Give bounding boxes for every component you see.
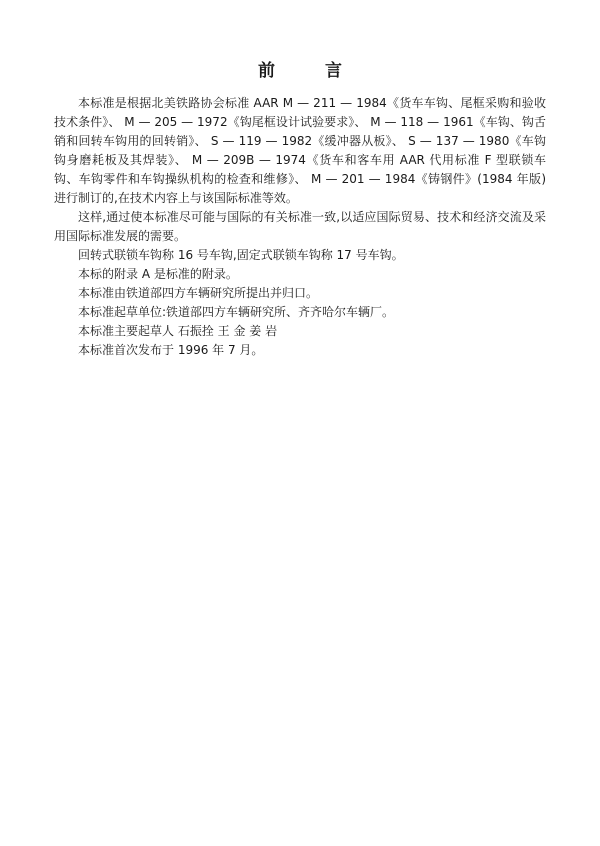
paragraph-coupler-numbers: 回转式联锁车钩称 16 号车钩,固定式联锁车钩称 17 号车钩。 (78, 248, 404, 262)
paragraph-drafters: 本标准主要起草人 石振拴 王 金 姜 岩 (78, 324, 278, 338)
paragraph-drafting-units: 本标准起草单位:铁道部四方车辆研究所、齐齐哈尔车辆厂。 (78, 305, 395, 319)
document-body (54, 94, 546, 360)
paragraph-proposer: 本标准由铁道部四方车辆研究所提出并归口。 (78, 286, 319, 300)
paragraph-purpose: 这样,通过使本标准尽可能与国际的有关标准一致,以适应国际贸易、技术和经济交流及采用国际标准发展的需要。 (54, 210, 546, 243)
paragraph-appendix: 本标的附录 A 是标准的附录。 (78, 267, 238, 281)
paragraph-first-release: 本标准首次发布于 1996 年 7 月。 (78, 343, 264, 357)
page-title: 前 言 (258, 61, 364, 81)
paragraph-basis: 本标准是根据北美铁路协会标准 AAR M — 211 — 1984《货车车钩、尾框采购和验收技术条件》、 M — 205 — 1972《钩尾框设计试验要求》、 M — 118 — 1961《车钩、钩舌销和回转车钩用的回转销》、 S — 119 — 1982《缓冲器从板》、 S — 137 — 1980《车钩钩身磨耗板及其焊装》、 M — 209B — 1974《货车和客车用 AAR 代用标准 F 型联锁车钩、车钩零件和车钩操纵机构的检查和维修》、 M — 201 — 1984《铸钢件》(1984 年版)进行制订的,在技术内容上与该国际标准等效。 (54, 96, 546, 205)
